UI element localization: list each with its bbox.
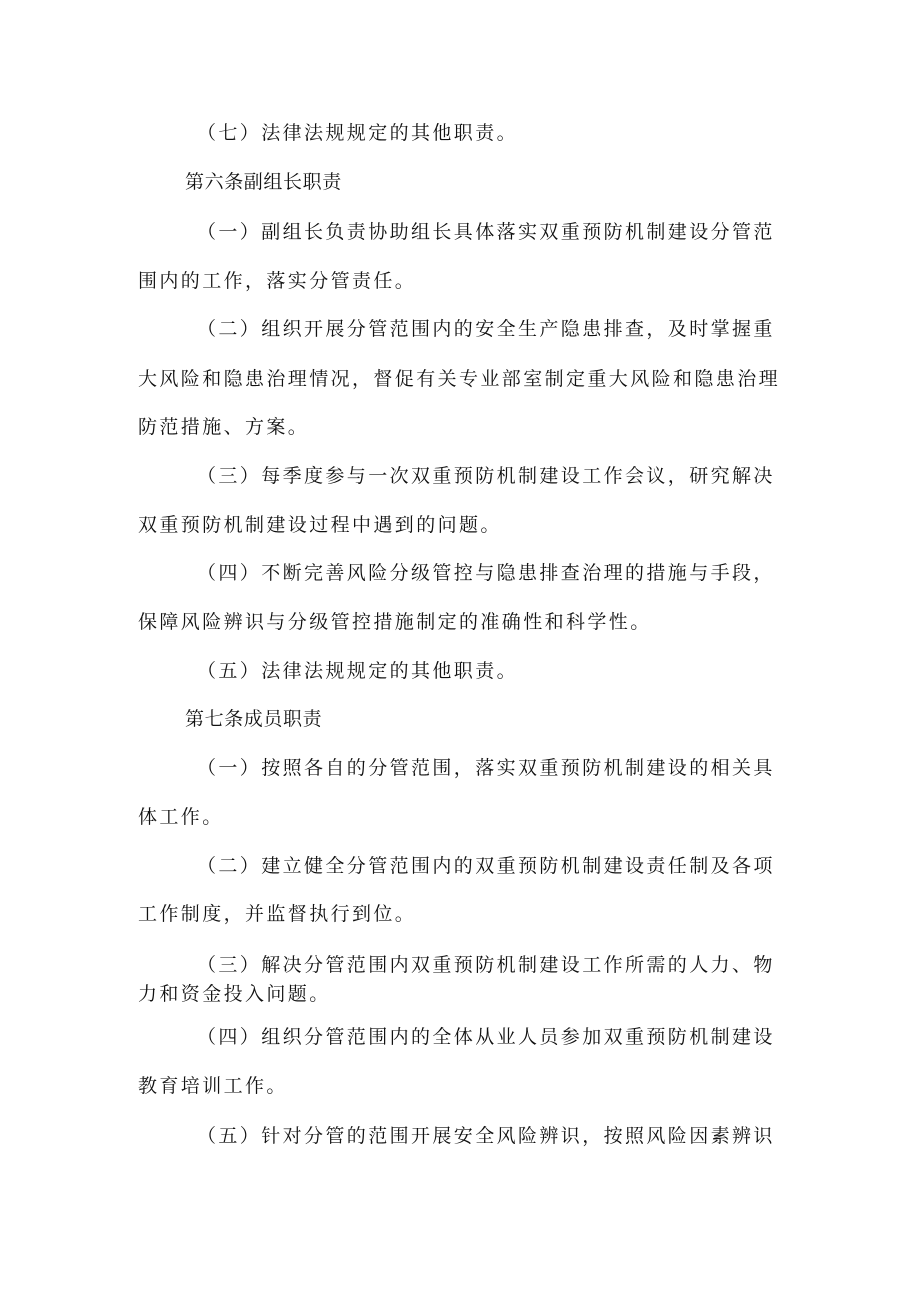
paragraph-line: 工作制度，并监督执行到位。 <box>138 903 417 925</box>
paragraph-line: （五）针对分管的范围开展安全风险辨识，按照风险因素辨识 <box>197 1125 775 1147</box>
paragraph-line: 保障风险辨识与分级管控措施制定的准确性和科学性。 <box>138 611 652 633</box>
paragraph-line: （二）组织开展分管范围内的安全生产隐患排查，及时掌握重 <box>197 318 775 340</box>
paragraph-line: （三）每季度参与一次双重预防机制建设工作会议，研究解决 <box>197 465 775 487</box>
article-heading: 第七条成员职责 <box>185 708 323 730</box>
paragraph-line: 围内的工作，落实分管责任。 <box>138 270 417 292</box>
paragraph-line: （四）组织分管范围内的全体从业人员参加双重预防机制建设 <box>197 1026 775 1048</box>
paragraph-line: 力和资金投入问题。 <box>138 983 331 1005</box>
paragraph-line: （七）法律法规规定的其他职责。 <box>197 122 519 144</box>
paragraph-line: （三）解决分管范围内双重预防机制建设工作所需的人力、物 <box>197 954 775 976</box>
paragraph-line: （二）建立健全分管范围内的双重预防机制建设责任制及各项 <box>197 855 775 877</box>
paragraph-line: 双重预防机制建设过程中遇到的问题。 <box>138 514 502 536</box>
article-heading: 第六条副组长职责 <box>185 171 342 193</box>
paragraph-line: 教育培训工作。 <box>138 1075 288 1097</box>
paragraph-line: 防范措施、方案。 <box>138 416 310 438</box>
paragraph-line: （一）副组长负责协助组长具体落实双重预防机制建设分管范 <box>197 221 775 243</box>
paragraph-line: （四）不断完善风险分级管控与隐患排查治理的措施与手段， <box>197 562 775 584</box>
paragraph-line: （五）法律法规规定的其他职责。 <box>197 660 519 682</box>
paragraph-line: 大风险和隐患治理情况，督促有关专业部室制定重大风险和隐患治理 <box>138 368 781 390</box>
paragraph-line: （一）按照各自的分管范围，落实双重预防机制建设的相关具 <box>197 757 775 779</box>
paragraph-line: 体工作。 <box>138 806 224 828</box>
